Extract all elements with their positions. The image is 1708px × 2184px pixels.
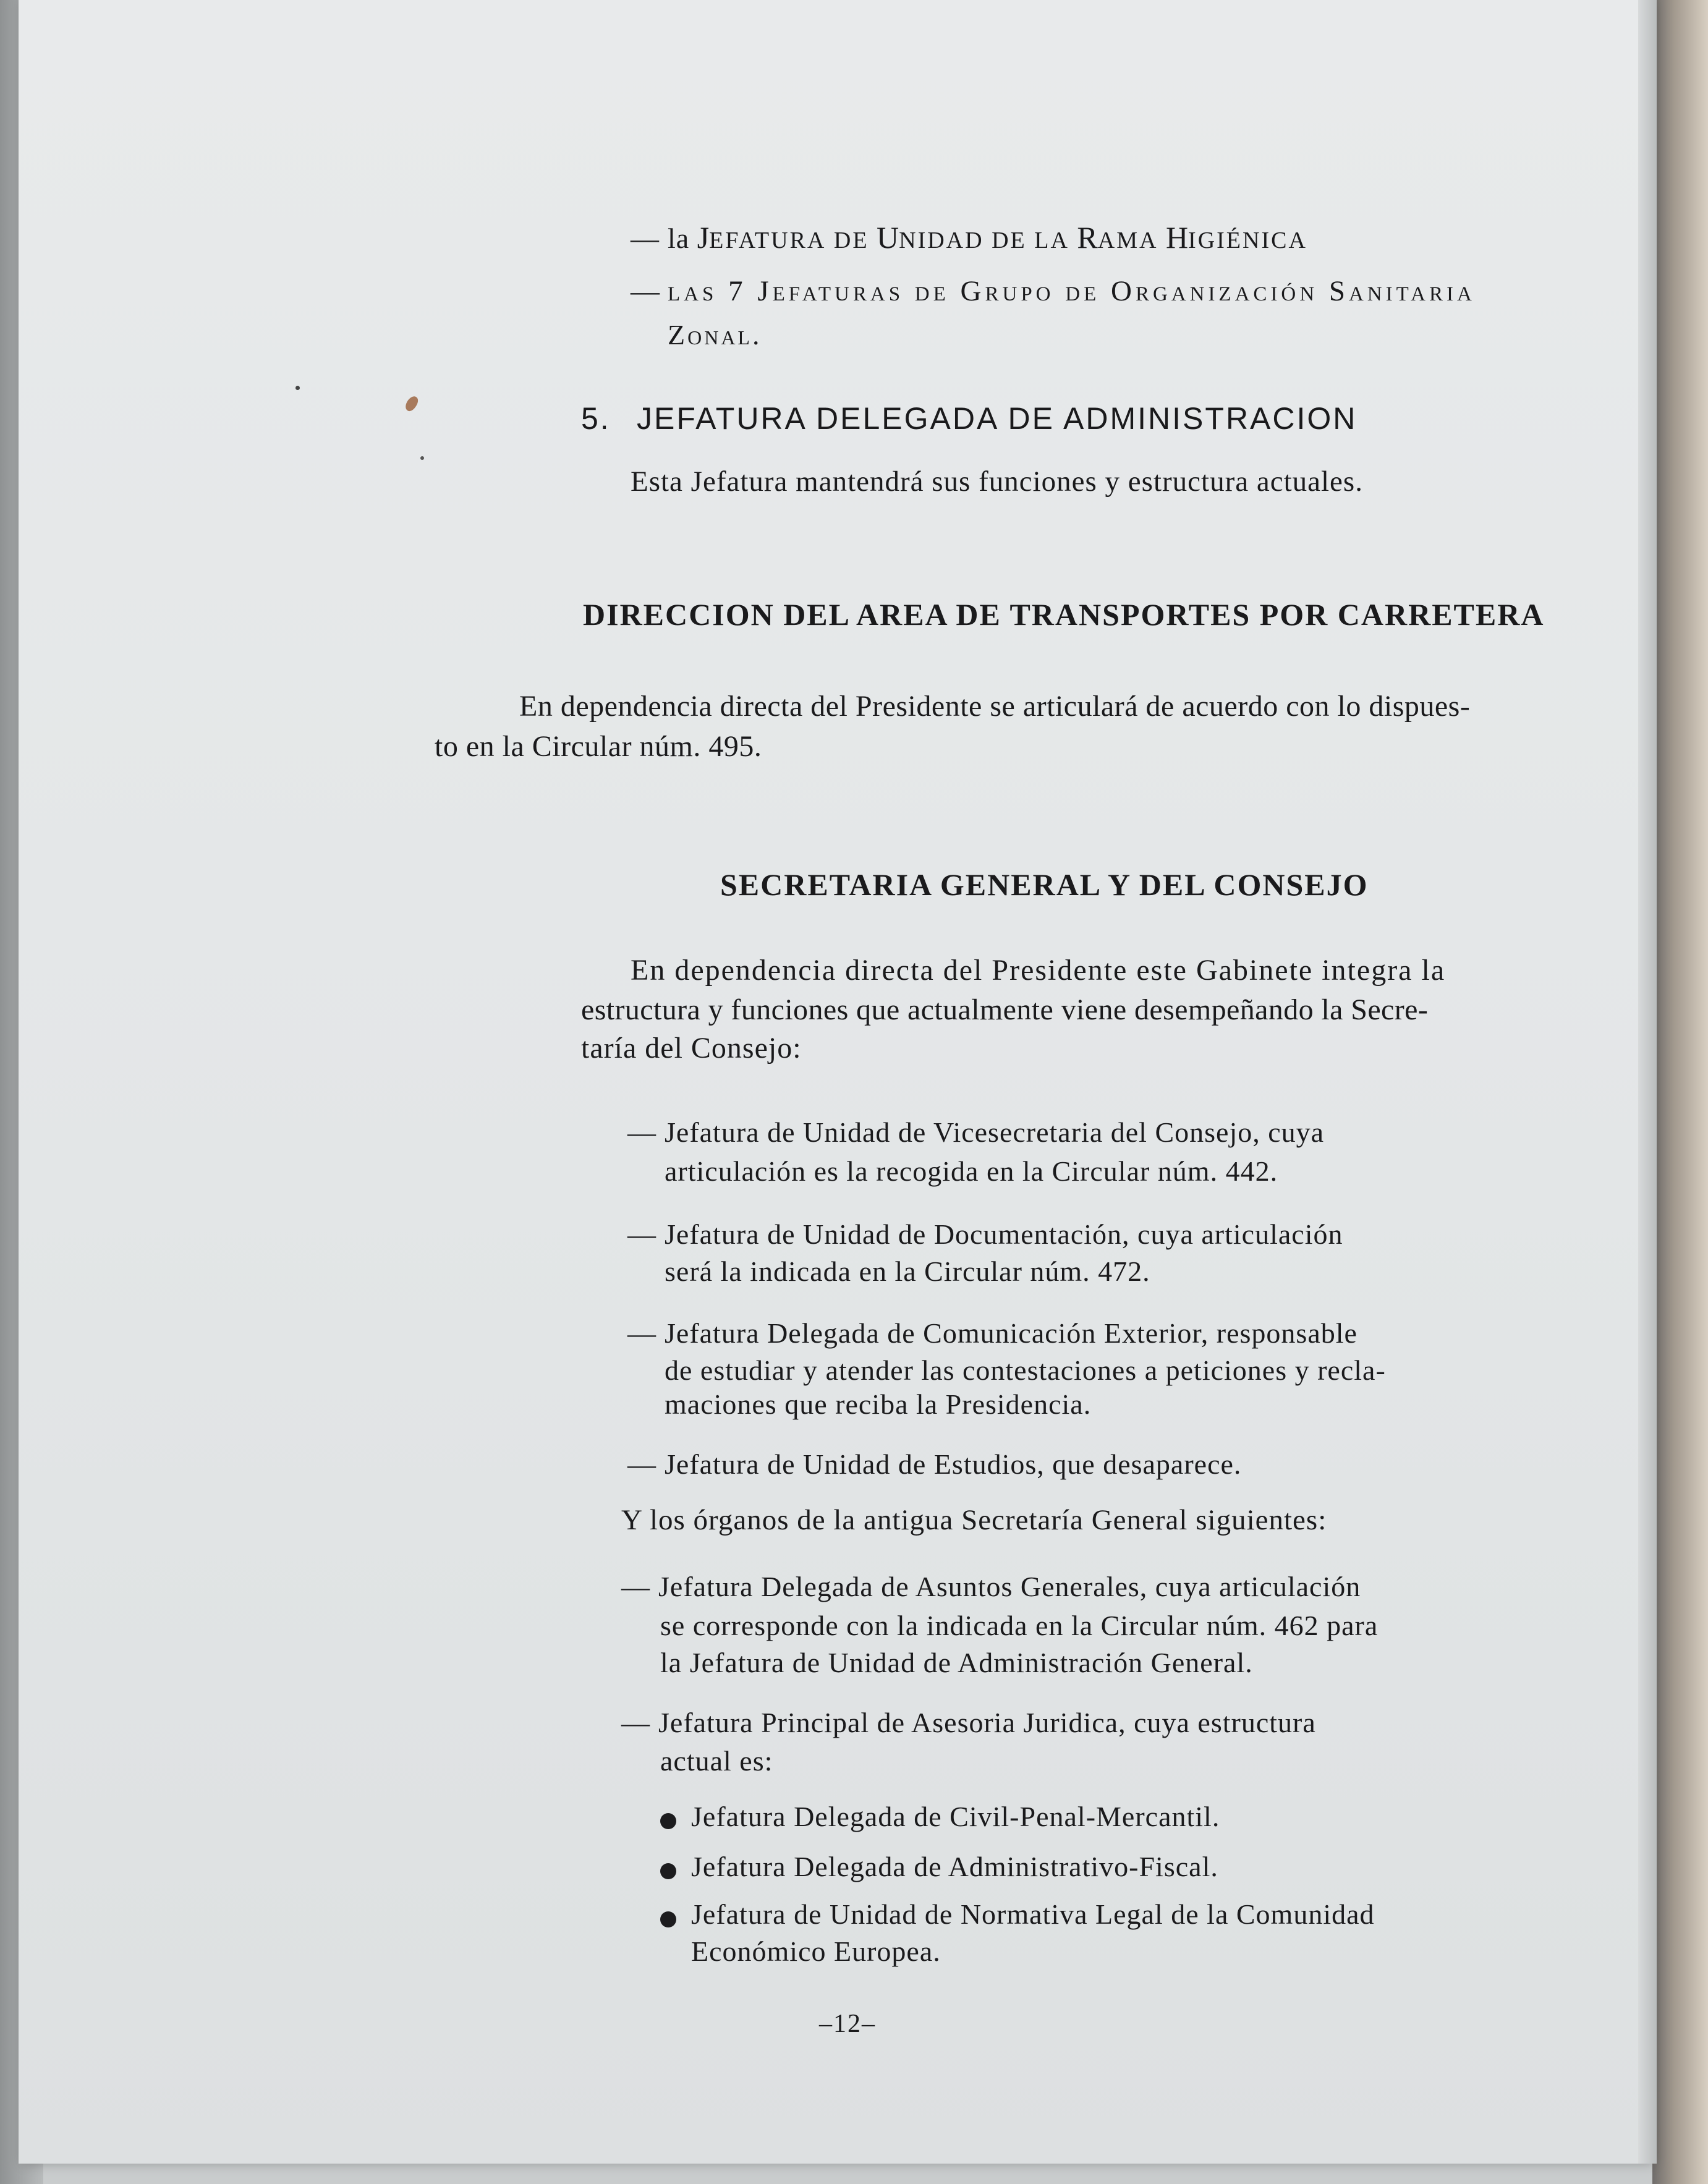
item-text-continued: la Jefatura de Unidad de Administración General. xyxy=(660,1647,1253,1678)
list-item xyxy=(621,1570,1361,1603)
item-text-continued: de estudiar y atender las contestaciones a peticiones y recla- xyxy=(665,1354,1386,1386)
dash-marker: — xyxy=(621,1707,650,1738)
bullet-text: Jefatura Delegada de Civil-Penal-Mercantil. xyxy=(691,1801,1220,1832)
item-text-continued: articulación es la recogida en la Circular núm. 442. xyxy=(665,1155,1278,1187)
paragraph-line: En dependencia directa del Presidente este Gabinete integra la xyxy=(631,954,1446,987)
item-text: Jefatura de Unidad de Vicesecretaria del Consejo, cuya xyxy=(665,1116,1325,1148)
paragraph-line: taría del Consejo: xyxy=(581,1032,802,1064)
paragraph-line: Y los órganos de la antigua Secretaría General siguientes: xyxy=(621,1504,1327,1536)
bullet-icon xyxy=(660,1813,676,1829)
list-item xyxy=(621,1706,1316,1739)
section-title: JEFATURA DELEGADA DE ADMINISTRACION xyxy=(637,401,1357,436)
paragraph-line: estructura y funciones que actualmente viene desempeñando la Secre- xyxy=(581,993,1429,1026)
item-text: Jefatura Delegada de Comunicación Exterior, responsable xyxy=(665,1317,1357,1349)
item-text: JEFATURA DE UNIDAD DE LA RAMA HIGIÉNICA xyxy=(697,220,1307,255)
list-item xyxy=(627,1448,1241,1481)
item-text-continued: maciones que reciba la Presidencia. xyxy=(665,1388,1092,1420)
item-text-continued: se corresponde con la indicada en la Circular núm. 462 para xyxy=(660,1610,1379,1641)
item-text: Jefatura de Unidad de Documentación, cuya articulación xyxy=(665,1218,1343,1250)
bullet-icon xyxy=(660,1863,676,1879)
ink-speck xyxy=(295,386,300,390)
list-item xyxy=(631,219,1307,255)
list-item xyxy=(627,1218,1343,1251)
dash-marker: — xyxy=(627,1317,656,1349)
paragraph-line: to en la Circular núm. 495. xyxy=(435,730,762,763)
dash-marker: — xyxy=(621,1571,650,1602)
section-number: 5. xyxy=(581,401,611,436)
background-right xyxy=(1652,0,1708,2184)
page-number: –12– xyxy=(819,2010,876,2038)
item-text: las 7 Jefaturas de Grupo de Organización Sanitaria xyxy=(668,275,1476,307)
document-page xyxy=(19,0,1651,2164)
dash-marker: — xyxy=(631,275,660,307)
item-lead: la xyxy=(668,223,690,254)
list-item xyxy=(631,272,1549,310)
section-text: Esta Jefatura mantendrá sus funciones y estructura actuales. xyxy=(631,465,1363,498)
bullet-text: Jefatura de Unidad de Normativa Legal de la Comunidad xyxy=(691,1898,1375,1930)
item-text: Jefatura Principal de Asesoria Juridica, cuya estructura xyxy=(658,1707,1316,1738)
list-item xyxy=(627,1116,1324,1149)
list-item xyxy=(627,1317,1357,1349)
dash-marker: — xyxy=(627,1116,656,1148)
dash-marker: — xyxy=(627,1448,656,1480)
dash-marker: — xyxy=(631,223,660,254)
item-text-continued: Zonal. xyxy=(668,319,762,351)
bullet-icon xyxy=(660,1911,676,1927)
page-edge xyxy=(1638,0,1657,2164)
dash-marker: — xyxy=(627,1218,656,1250)
item-text: Jefatura de Unidad de Estudios, que desaparece. xyxy=(665,1448,1242,1480)
item-text-continued: será la indicada en la Circular núm. 472. xyxy=(665,1256,1150,1287)
paragraph-line: En dependencia directa del Presidente se articulará de acuerdo con lo dispues- xyxy=(519,690,1471,723)
heading-transportes: DIRECCION DEL AREA DE TRANSPORTES POR CARRETERA xyxy=(583,597,1545,632)
ink-speck xyxy=(420,456,424,460)
bullet-text-continued: Económico Europea. xyxy=(691,1935,941,1967)
heading-secretaria: SECRETARIA GENERAL Y DEL CONSEJO xyxy=(720,867,1369,902)
item-text: Jefatura Delegada de Asuntos Generales, cuya articulación xyxy=(658,1571,1361,1602)
item-text-continued: actual es: xyxy=(660,1745,773,1777)
bullet-text: Jefatura Delegada de Administrativo-Fiscal. xyxy=(691,1851,1218,1882)
